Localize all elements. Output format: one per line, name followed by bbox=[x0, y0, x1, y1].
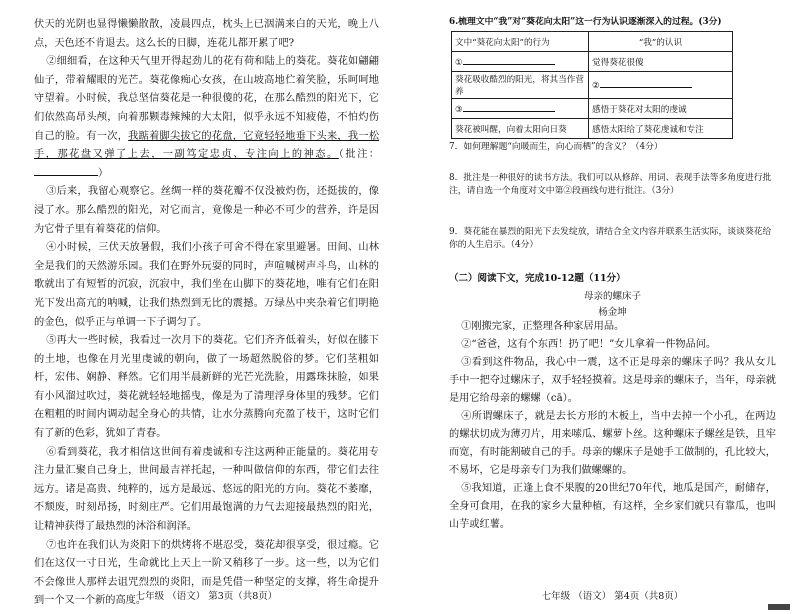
table-row bbox=[452, 32, 733, 52]
underlined-sentence: 我踮着脚尖拔它的花盘，它竟轻轻地垂下头来，我一松手，那花盘又弹了上去，一副笃定忠贞、专注向上的神态。 bbox=[34, 130, 380, 161]
table-cell: 葵花吸收酷烈的阳光，将其当作营养 bbox=[452, 72, 589, 99]
table-row bbox=[452, 72, 733, 99]
table-cell: 感悟于葵花对太阳的虔诚 bbox=[589, 99, 733, 119]
table-cell[interactable]: ② bbox=[589, 72, 733, 99]
article-paragraph: ④所谓螺床子，就是去长方形的木板上，当中去掉一个小孔，在两边的螺状切成为薄刃片，用来嗦瓜、螺萝卜丝。这种螺床子螺丝是铁，且牢而宽，有时能割破自己的手。母亲的螺床子是她手工做制的，孔比较大，不易坏，它是母亲专门为我们做螺螺的。 bbox=[449, 411, 776, 476]
answer-blank[interactable] bbox=[600, 79, 692, 88]
question-7: 7．如何理解题“向暖而生，向心而栖”的含义？（4分） bbox=[449, 142, 663, 152]
table-header-cell: 文中“葵花向太阳”的行为 bbox=[452, 32, 589, 52]
table-cell[interactable]: ① bbox=[452, 52, 589, 72]
article-paragraph: ①刚搬完家，正整理各种家居用品。 bbox=[461, 321, 625, 332]
table-header-cell: “我”的认识 bbox=[589, 32, 733, 52]
table-row bbox=[452, 52, 733, 72]
question-6: 6.梳理文中“我”对“葵花向太阳”这一行为认识逐渐深入的过程。(3分) bbox=[449, 17, 722, 27]
paragraph-7: ⑦也许在我们认为炎阳下的烘烤将不堪忍受，葵花却很享受，很过瘾。它们在这仅一寸日光，生命就比上天上一阶又稍移了一步。这一些，以为它们不会像世人那样去诅咒烈烈的炎阳，而是凭借一种坚定的支撑，将生命提升到一个又一个新的高度。 bbox=[34, 539, 379, 607]
paragraph-4: ④小时候，三伏天放暑假，我们小孩子可舍不得在家里避暑。田间、山林全是我们的天然游乐园。我们在野外玩耍的同时，声喧喊树声斗鸟，山林的歌就出了有短暂的沉寂，沉寂中，我们坐在山脚下的葵花地，唯有它们在阳光下发出高亢的呐喊，让我们热烈到无比的震撼。万绿丛中夹杂着它们明艳的金色，似乎正与单调一下子调匀了。 bbox=[34, 242, 379, 328]
annotation-blank[interactable] bbox=[34, 165, 98, 176]
table-cell[interactable]: ③ bbox=[452, 99, 589, 119]
article-paragraph: ⑤我知道，正逢上食不果腹的20世纪70年代，地瓜是国产，耐储存，全身可食用，在我的家乡大量种植，有这样，全乡家们就只有靠瓜，也叫山芋或红薯。 bbox=[449, 483, 776, 530]
right-page bbox=[397, 0, 794, 614]
answer-space[interactable] bbox=[449, 198, 776, 226]
section-heading: （二）阅读下文，完成10-12题（11分） bbox=[449, 273, 626, 284]
paragraph-5: ⑤再大一些时候，我看过一次月下的葵花。它们齐齐低着头，好似在膝下的土地，也像在月光里虔诚的朝向，做了一场超然脱俗的梦。它们茎粗如杆，宏伟、娴静、释然。它们用半晨新鲜的光芒光洗脸，用露珠抹脸，如果有小风溜过吹过，葵花就轻轻地摇曳，像是为了清理浮身体里的残梦。它们在粗粗的时间内调动起全身心的共情，让水分蒸腾向充盈了枝干，这时它们有了新的色彩，犹如了青春。 bbox=[34, 335, 379, 440]
answer-blank[interactable] bbox=[463, 56, 555, 65]
article-paragraph: ②“爸爸，这有个东西！扔了吧！”女儿拿着一件物品问。 bbox=[461, 339, 717, 350]
paragraph-6: ⑥看到葵花，我才相信这世间有着虔诚和专注这两种正能量的。葵花用专注力量汇聚自己身上，世间最吉祥托起，一种叫做信仰的东西，带它们去往远方。诸是高贵、纯粹的，远方是最远、悠远的阳光的方向。葵花不萎靡，不颓废，时刻昂扬，时刻庄严。它们用最饱满的力气去迎接最热烈的阳光，让精神获得了最热烈的沐浴和润泽。 bbox=[34, 446, 379, 533]
article-author: 杨金坤 bbox=[598, 307, 627, 318]
answer-space[interactable] bbox=[449, 252, 776, 260]
table-cell: 觉得葵花很傻 bbox=[589, 52, 733, 72]
page-footer-left: 七年级 （语文） 第3页（共8页） bbox=[135, 591, 278, 602]
article-paragraph: ③看到这件物品，我心中一震，这不正是母亲的螺床子吗？我从女儿手中一把夺过螺床子，双手轻轻摸着。这是母亲的螺床子，当年，母亲就是用它给母亲的螺螺（cā）。 bbox=[449, 357, 776, 404]
article-title: 母亲的螺床子 bbox=[583, 291, 641, 302]
question-8: 8．批注是一种很好的读书方法。我们可以从修辞、用词、表现手法等多角度进行批注，请自选一个角度对文中第②段画线句进行批注。（3分） bbox=[449, 173, 772, 196]
answer-table bbox=[451, 31, 733, 139]
page-footer-right: 七年级 （语文） 第4页（共8页） bbox=[541, 591, 684, 602]
table-cell: 葵花被叫醒，向着太阳向日葵 bbox=[452, 119, 589, 139]
paragraph-2: ②细细看，在这种天气里开得起劲儿的花有荷和陆上的葵花。葵花如翩翩仙子，带着耀眼的光芒。葵花像痴心女孩，在山坡高地伫着笑脸，乐呵呵地守望着。小时候，我总坚信葵花是一种很傻的花，在那么酷烈的阳光下，它们依然高昂头颅，向着那颗毒辣辣的大太阳，似乎永远不知疲倦，不怕灼伤自己的脸。有一次，我踮着脚尖拔它的花盘，它竟轻轻地垂下头来，我一松手，那花盘又弹了上去，一副笃定忠贞、专注向上的神态。（批注：） bbox=[34, 56, 380, 179]
answer-space[interactable] bbox=[449, 154, 776, 172]
table-cell: 感悟太阳给了葵花虔诚和专注 bbox=[589, 119, 733, 139]
paragraph-3: ③后来，我留心观察它。丝绸一样的葵花瓣不仅没被灼伤，还挺拔的，像浸了水。那么酷烈的阳光，对它而言，竟像是一种必不可少的营养，许是因为它骨子里有着葵花的信仰。 bbox=[34, 186, 379, 235]
table-row bbox=[452, 119, 733, 139]
corner-watermark bbox=[768, 604, 790, 610]
answer-blank[interactable] bbox=[463, 103, 555, 112]
table-row bbox=[452, 99, 733, 119]
paragraph-1: 伏天的光阴也显得懒懒散散，凌晨四点，枕头上已洇满来白的天光，晚上八点，天色还不肯退去。这么长的日脚，连花儿都开累了吧? bbox=[34, 19, 379, 49]
question-9: 9．葵花能在暴烈的阳光下去发绽放，请结合全文内容并联系生活实际，谈谈葵花给你的人生启示。（4分） bbox=[449, 227, 772, 250]
